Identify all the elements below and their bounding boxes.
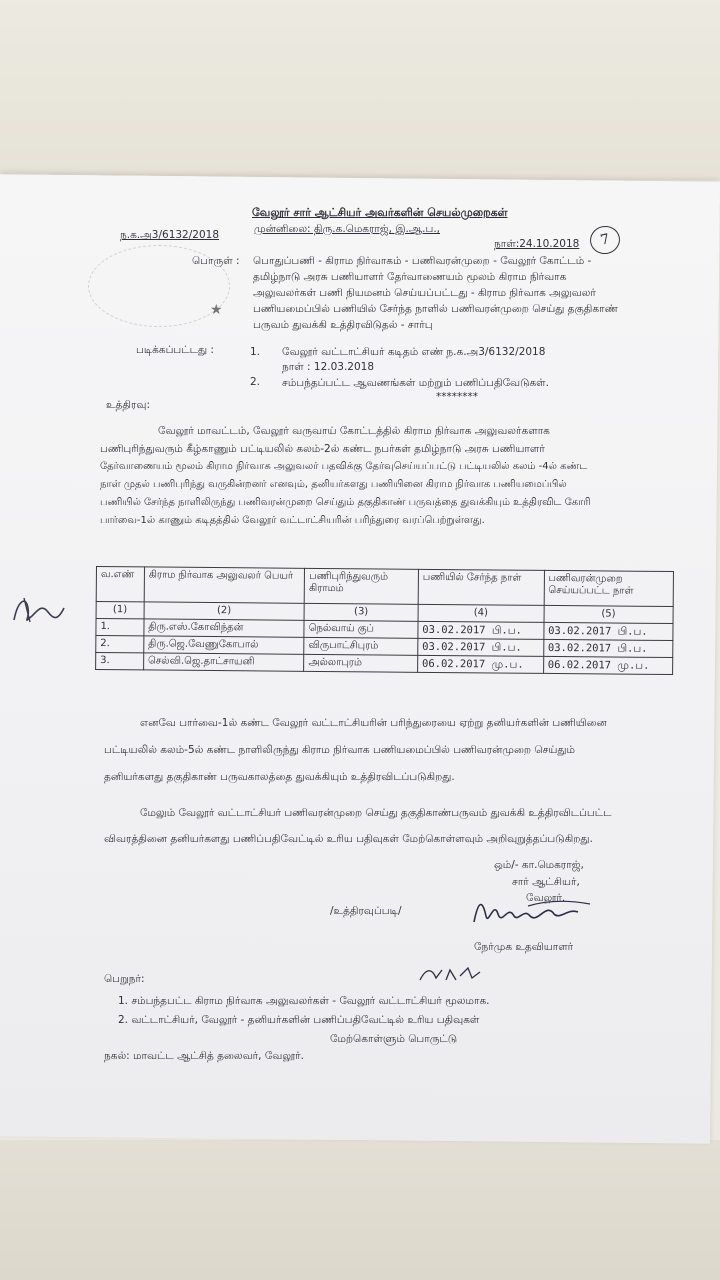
table-surface-top	[0, 0, 720, 180]
subject-label: பொருள் :	[192, 255, 240, 267]
reference-item: சம்பந்தப்பட்ட ஆவணங்கள் மற்றும் பணிப்பதிவேடுகள்.	[282, 377, 549, 389]
signatory-designation: சார் ஆட்சியர்,	[512, 876, 580, 888]
subject-line: பணியமைப்பில் பணியில் சேர்ந்த நாளில் பணிவரன்முறை செய்து தகுதிகாண்	[253, 303, 618, 315]
paragraph-line: தனியர்களது தகுதிகாண் பருவகாலத்தை துவக்கியும் உத்திரவிடப்படுகிறது.	[104, 771, 455, 783]
paragraph-line: விவரத்தினை தனியர்களது பணிப்பதிவேட்டில் உரிய பதிவுகள் மேற்கொள்ளவும் அறிவுறுத்தப்படுகிறது.	[104, 833, 593, 845]
paragraph-line: பணியில் சேர்ந்த நாளிலிருந்து பணிவரன்முறை செய்தும் தகுதிகாண் பருவத்தை துவக்கியும் உத்திரவிட கோரி	[100, 497, 591, 508]
order-heading: உத்திரவு:	[106, 399, 150, 411]
column-number: (3)	[304, 603, 418, 621]
column-number: (4)	[418, 604, 544, 622]
subject-line: பருவம் துவக்கி உத்திரவிடுதல் - சார்பு	[253, 319, 433, 331]
references-label: படிக்கப்பட்டது :	[136, 344, 214, 356]
joining-date-cell: 03.02.2017 பி.ப.	[418, 638, 544, 656]
recipient-item: 1. சம்பந்தபட்ட கிராம நிர்வாக அலுவலர்கள் - வேலூர் வட்டாட்சியர் மூலமாக.	[118, 995, 490, 1007]
signed-by-line: ஒம்/- கா.மெகராஜ்,	[494, 859, 584, 871]
paragraph-line: பணிபுரிந்துவரும் கீழ்காணும் பட்டியலில் கலம்-2ல் கண்ட நபர்கள் தமிழ்நாடு அரசு பணியாளர்	[100, 443, 545, 455]
serial-number-cell: 1.	[96, 619, 144, 636]
subject-line: பொதுப்பணி - கிராம நிர்வாகம் - பணிவரன்முறை - வேலூர் கோட்டம் -	[253, 255, 592, 267]
subject-line: அலுவலர்கள் பணி நியமனம் செய்யப்பட்டது - கிராம நிர்வாக அலுவலர்	[253, 287, 596, 299]
reference-number: ந.க.அ3/6132/2018	[120, 229, 219, 241]
column-header: பணிவரன்முறை செய்யப்பட்ட நாள்	[544, 570, 674, 606]
paragraph-line: மேலும் வேலூர் வட்டாட்சியர் பணிவரன்முறை செய்து தகுதிகாண்பருவம் துவக்கி உத்திரவிடப்பட்ட	[140, 807, 612, 819]
paragraph-line: பட்டியலில் கலம்-5ல் கண்ட நாளிலிருந்து கிராம நிர்வாக பணியமைப்பில் பணிவரன்முறை செய்தும்	[104, 744, 575, 756]
reference-item: வேலூர் வட்டாட்சியர் கடிதம் எண் ந.க.அ3/6132/2018	[282, 346, 546, 358]
joining-date-cell: 06.02.2017 மு.ப.	[417, 655, 543, 673]
column-number: (2)	[144, 602, 305, 620]
column-header: கிராம நிர்வாக அலுவலர் பெயர்	[144, 567, 305, 603]
joining-date-cell: 03.02.2017 பி.ப.	[418, 621, 544, 639]
recipient-item: மேற்கொள்ளும் பொருட்டு	[330, 1033, 458, 1045]
subject-line: தமிழ்நாடு அரசு பணியாளர் தேர்வாணையம் மூலம் கிராம நிர்வாக	[253, 271, 567, 283]
paragraph-line: வேலூர் மாவட்டம், வேலூர் வருவாய் கோட்டத்தில் கிராம நிர்வாக அலுவலர்களாக	[158, 425, 550, 437]
recipient-item: 2. வட்டாட்சியர், வேலூர் - தனியர்களின் பணிப்பதிவேட்டில் உரிய பதிவுகள்	[118, 1014, 480, 1026]
serial-number-cell: 2.	[96, 636, 144, 653]
reference-item: நாள் : 12.03.2018	[282, 361, 375, 373]
regularisation-date-cell: 03.02.2017 பி.ப.	[544, 622, 674, 640]
regularisation-date-cell: 03.02.2017 பி.ப.	[543, 639, 673, 657]
column-number: (1)	[96, 602, 144, 619]
reference-number-item: 1.	[250, 346, 261, 358]
handwritten-signature	[468, 892, 598, 932]
column-header: வ.எண்	[96, 567, 144, 602]
paragraph-line: நாள் முதல் பணிபுரிந்து வருகின்றனர் எனவும், தனியர்களது பணியினை கிராம நிர்வாக பணியமைப்பில்	[100, 479, 567, 490]
order-date: நாள்:24.10.2018	[494, 238, 580, 250]
reference-number-item: 2.	[250, 376, 261, 388]
officer-name-cell: திரு.எஸ்.கோவிந்தன்	[144, 619, 305, 637]
column-number: (5)	[544, 605, 674, 623]
margin-handwritten-note	[8, 590, 68, 630]
office-title: வேலூர் சார் ஆட்சியர் அவர்களின் செயல்முறைகள்	[252, 206, 508, 219]
recipients-label: பெறுநர்:	[104, 973, 145, 985]
designation-label: நேர்முக உதவியாளர்	[474, 941, 574, 953]
column-header: பணியில் சேர்ந்த நாள்	[418, 569, 544, 605]
paragraph-line: எனவே பார்வை-1ல் கண்ட வேலூர் வட்டாட்சியரின் பரிந்துரையை ஏற்று தனியர்களின் பணியினை	[140, 717, 607, 729]
signatory-place: வேலூர்.	[526, 892, 566, 904]
officer-name-cell: திரு.ஜெ.வேணுகோபால்	[144, 636, 305, 654]
handwritten-date-note	[416, 962, 486, 988]
serial-number-cell: 3.	[96, 653, 144, 670]
village-officer-table	[95, 566, 674, 675]
separator-stars: ********	[436, 391, 478, 403]
column-header: பணிபுரிந்துவரும் கிராமம்	[304, 568, 418, 604]
paragraph-line: பார்வை-1ல் காணும் கடிதத்தில் வேலூர் வட்டாட்சியரின் பரிந்துரை வரப்பெற்றுள்ளது.	[100, 515, 485, 526]
presence-line: முன்னிலை: திரு.க.மெகராஜ், இ.ஆ.ப.,	[254, 223, 440, 235]
table-header-row	[96, 567, 673, 607]
village-cell: விருபாட்சிபுரம்	[304, 637, 418, 655]
village-cell: நெல்வாய் குப்	[304, 620, 418, 638]
regularisation-date-cell: 06.02.2017 மு.ப.	[543, 656, 673, 674]
copy-to-line: நகல்: மாவட்ட ஆட்சித் தலைவர், வேலூர்.	[104, 1050, 304, 1062]
page-number-mark: 7	[587, 223, 622, 257]
table-surface-bottom	[0, 1140, 720, 1280]
seal-star-icon: ★	[210, 302, 223, 318]
village-cell: அல்லாபுரம்	[304, 654, 418, 672]
paragraph-line: தேர்வாணையம் மூலம் கிராம நிர்வாக அலுவலர் பதவிக்கு தேர்வுசெய்யப்பட்டு பட்டியலில் கலம் -4ல் கண்ட	[100, 461, 588, 472]
officer-name-cell: செல்வி.ஜெ.தாட்சாயனி	[143, 653, 304, 671]
by-order-label: /உத்திரவுப்படி/	[330, 905, 402, 917]
